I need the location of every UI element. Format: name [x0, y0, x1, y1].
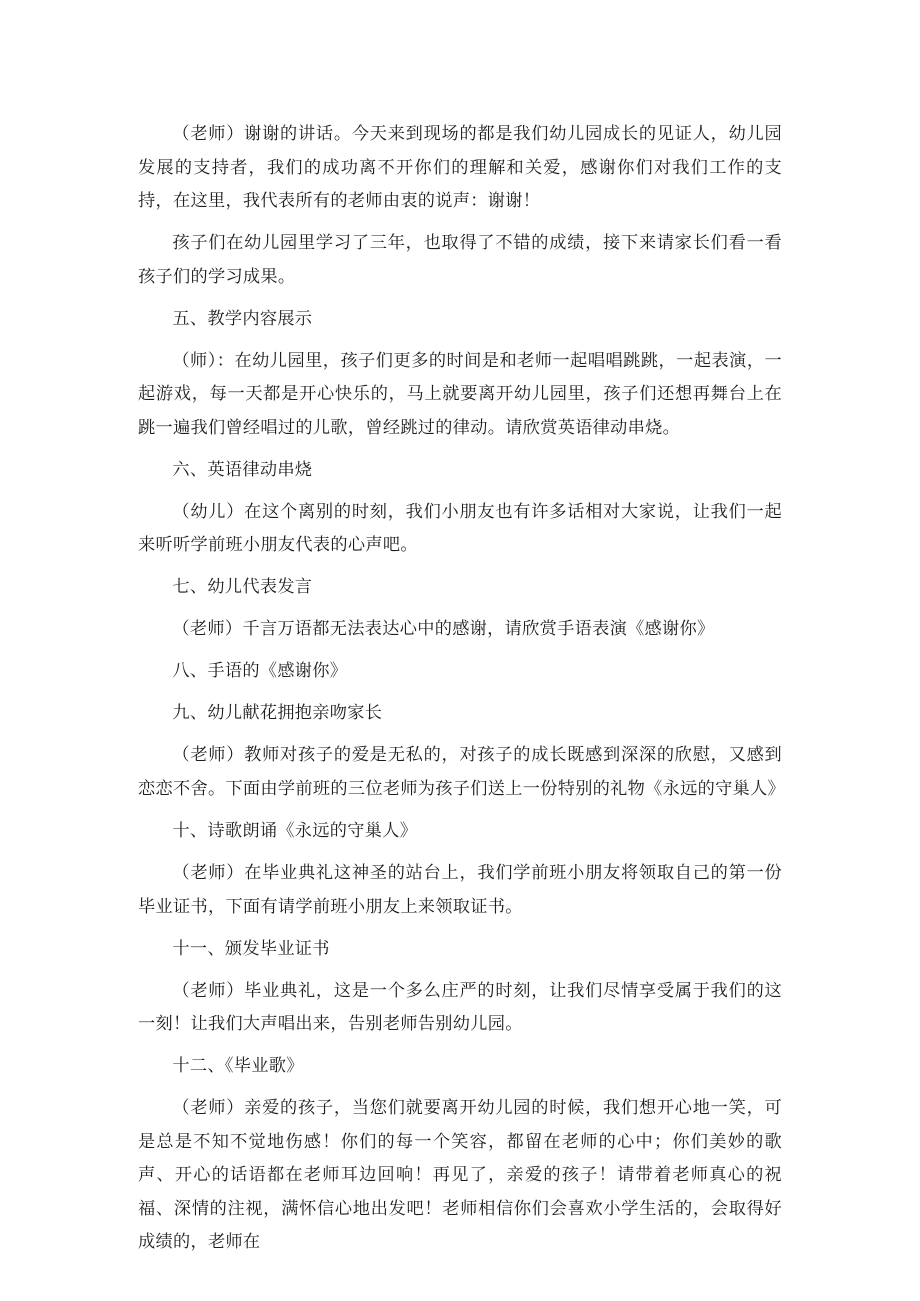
section-heading-10: 十、诗歌朗诵《永远的守巢人》 [172, 820, 418, 841]
paragraph-thanks: （老师）谢谢的讲话。今天来到现场的都是我们幼儿园成长的见证人，幼儿园发展的支持者，我们的成功离不开你们的理解和关爱，感谢你们对我们工作的支持，在这里，我代表所有的老师由衷的说声：谢谢！ [138, 124, 782, 212]
section-heading-12: 十二、《毕业歌》 [172, 1056, 304, 1077]
paragraph-teacher-gift: （老师）教师对孩子的爱是无私的，对孩子的成长既感到深深的欣慰，又感到恋恋不舍。下面由学前班的三位老师为孩子们送上一份特别的礼物《永远的守巢人》 [138, 745, 786, 799]
paragraph-sign-language-intro: （老师）千言万语都无法表达心中的感谢，请欣赏手语表演《感谢你》 [172, 619, 715, 640]
section-heading-9: 九、幼儿献花拥抱亲吻家长 [172, 703, 383, 724]
section-heading-7: 七、幼儿代表发言 [172, 577, 313, 598]
section-heading-5: 五、教学内容展示 [172, 308, 313, 329]
paragraph-certificate-intro: （老师）在毕业典礼这神圣的站台上，我们学前班小朋友将领取自己的第一份毕业证书，下面有请学前班小朋友上来领取证书。 [138, 862, 782, 917]
paragraph-child-speech-intro: （幼儿）在这个离别的时刻，我们小朋友也有许多话相对大家说，让我们一起来听听学前班小朋友代表的心声吧。 [138, 501, 782, 556]
paragraph-learning-results: 孩子们在幼儿园里学习了三年，也取得了不错的成绩，接下来请家长们看一看孩子们的学习成果。 [138, 233, 782, 287]
section-heading-8: 八、手语的《感谢你》 [172, 661, 348, 682]
paragraph-teaching-show: （师）：在幼儿园里，孩子们更多的时间是和老师一起唱唱跳跳，一起表演，一起游戏，每一天都是开心快乐的，马上就要离开幼儿园里，孩子们还想再舞台上在跳一遍我们曾经唱过的儿歌，曾经跳过的律动。请欣赏英语律动串烧。 [138, 350, 782, 438]
paragraph-graduation-moment: （老师）毕业典礼，这是一个多么庄严的时刻，让我们尽情享受属于我们的这一刻！让我们大声唱出来，告别老师告别幼儿园。 [138, 980, 782, 1035]
document-body [138, 118, 786, 1268]
section-heading-6: 六、英语律动串烧 [172, 459, 313, 480]
paragraph-farewell: （老师）亲爱的孩子，当您们就要离开幼儿园的时候，我们想开心地一笑，可是总是不知不觉地伤感！你们的每一个笑容，都留在老师的心中；你们美妙的歌声、开心的话语都在老师耳边回响！再见了，亲爱的孩子！请带着老师真心的祝福、深情的注视，满怀信心地出发吧！老师相信你们会喜欢小学生活的，会取得好成绩的，老师在 [138, 1098, 782, 1253]
section-heading-11: 十一、颁发毕业证书 [172, 938, 330, 959]
